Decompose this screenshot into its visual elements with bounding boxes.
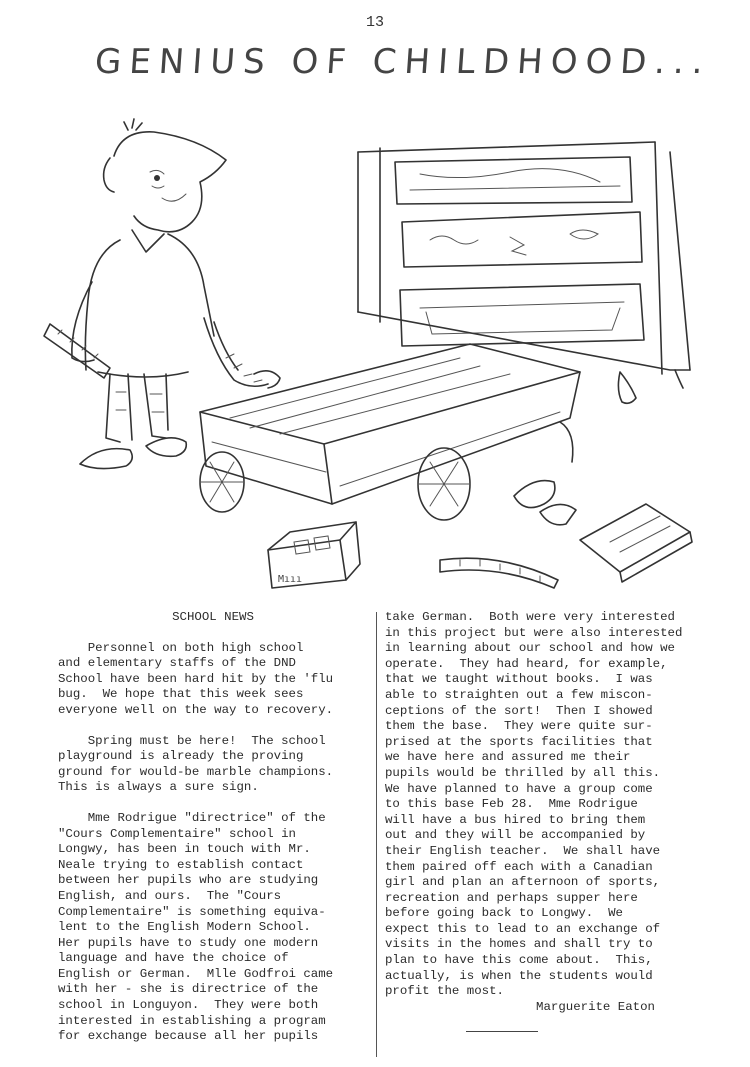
column-divider <box>376 612 377 1057</box>
bookshelf-drawing <box>358 142 690 403</box>
page-number: 13 <box>365 14 384 31</box>
boy-drawing <box>44 119 280 469</box>
article-paragraph: take German. Both were very interested in this project but were also interested in learning about our school and how we operate. They had heard, for example, that we taught without books. I was able to straighten out a few miscon- ceptions of the sort! Then I showed them the base. They were quite sur- prised at the sports facilities that we have here and assured me their pupils would be thrilled by all this. We have planned to have a group come to this base Feb 28. Mme Rodrigue will have a bus hired to bring them out and they will be accompanied by their English teacher. We shall have them paired off each with a Canadian girl and plan an afternoon of sports, recreation and perhaps supper here before going back to Longwy. We expect this to lead to an exchange of visits in the homes and shall try to plan to have this come about. This, actually, is when the students would profit the most. <box>385 610 683 999</box>
article-paragraph: Spring must be here! The school playground is already the proving ground for would-be marble champions. This is always a sure sign. <box>58 733 334 795</box>
article-paragraph: Mme Rodrigue "directrice" of the "Cours Complementaire" school in Longwy, has been in touch with Mr. Neale trying to establish contact between her pupils who are studying English, and ours. The "Cours Complementaire" is something equiva- lent to the English Modern School. Her pupils have to study one modern language and have the choice of English or German. Mlle Godfroi came with her - she is directrice of the school in Longuyon. They were both interested in establishing a program for exchange because all her pupils <box>58 810 334 1044</box>
end-rule <box>466 1031 538 1032</box>
cartoon-illustration <box>40 112 710 590</box>
wagon-drawing <box>200 344 580 520</box>
article-paragraph: Personnel on both high school and elementary staffs of the DND School have been hard hit by the 'flu bug. We hope that this week sees everyone well on the way to recovery. <box>58 640 334 717</box>
headline: GENIUS OF CHILDHOOD... <box>93 42 713 82</box>
author-signature: Marguerite Eaton <box>536 999 655 1014</box>
article-right-column <box>385 610 705 1015</box>
box-label: Mııı <box>278 574 303 585</box>
article-left-column <box>58 610 368 1060</box>
article-title: SCHOOL NEWS <box>172 610 254 624</box>
